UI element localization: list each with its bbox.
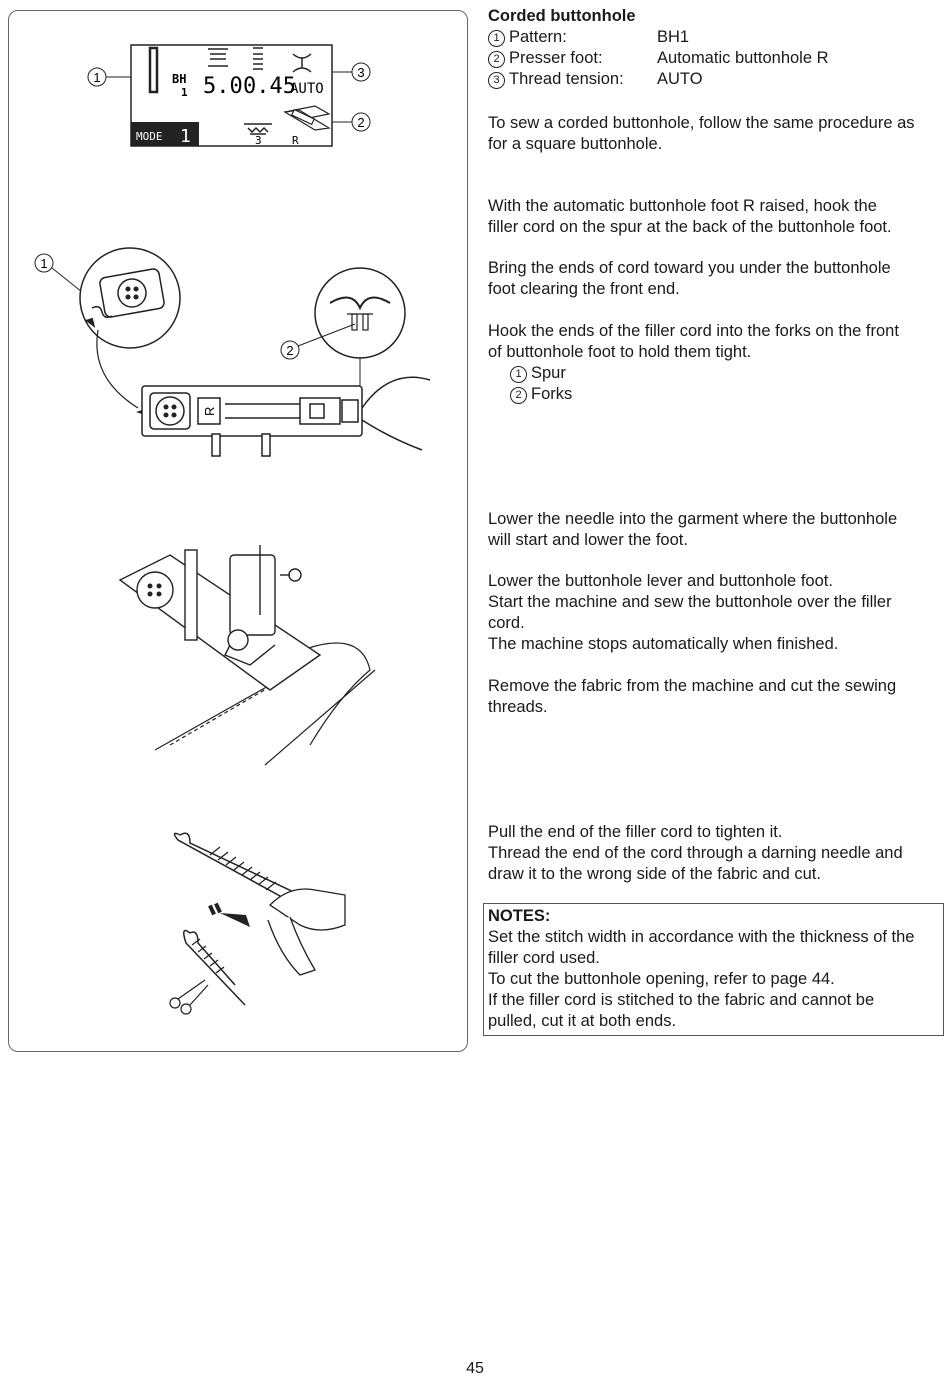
forks-callout-2: 2 (286, 343, 294, 358)
lcd-foot: R (292, 134, 299, 147)
buttonhole-foot-figure (30, 238, 440, 460)
step2-para3: Hook the ends of the filler cord into the forks on the front of buttonhole foot to hold them tight. 1 Spur 2 Forks (488, 322, 899, 403)
step4-para1: Pull the end of the filler cord to tighten it. Thread the end of the cord through a darning needle and draw it to the wrong side of the fabric and cut. (488, 823, 903, 883)
spur-callout-1: 1 (40, 256, 48, 271)
legend-forks: 2 Forks (488, 384, 899, 405)
lcd-tension: AUTO (290, 81, 324, 97)
scissors-icon (170, 980, 208, 1014)
cord-stitches (192, 847, 276, 973)
lcd-mode-label: MODE (136, 130, 163, 143)
arrow-icon (208, 903, 250, 927)
lcd-callout-3: 3 (357, 65, 365, 80)
lcd-pattern: BH (172, 72, 187, 86)
notes-box: NOTES: Set the stitch width in accordance with the thickness of the filler cord used. To cut the buttonhole opening, refer to page 44. If the filler cord is stitched to the fabric and cannot be pulled, cut it at both ends. (483, 903, 944, 1036)
lcd-display-figure (80, 40, 380, 155)
step3-para3: Remove the fabric from the machine and cut the sewing threads. (488, 677, 897, 716)
presser-foot-drawing (120, 545, 320, 690)
step2-para1: With the automatic buttonhole foot R raised, hook the filler cord on the spur at the back of the buttonhole foot. (488, 197, 892, 236)
buttonhole-foot-body (142, 386, 362, 456)
setting-pattern: 1 Pattern: BH1 (488, 27, 829, 48)
foot-letter: R (202, 406, 217, 416)
setting-thread-tension: 3 Thread tension: AUTO (488, 69, 829, 90)
step2-para2: Bring the ends of cord toward you under the buttonhole foot clearing the front end. (488, 259, 891, 298)
pull-cord-figure (150, 825, 350, 1020)
lcd-feed-num: 3 (255, 134, 262, 147)
hand-drawing (268, 889, 345, 975)
notes-title: NOTES: (488, 907, 551, 925)
setting-presser-foot: 2 Presser foot: Automatic buttonhole R (488, 48, 829, 69)
lcd-length: 0.45 (243, 74, 296, 99)
lcd-callout-2: 2 (357, 115, 365, 130)
intro-paragraph: To sew a corded buttonhole, follow the same procedure as for a square buttonhole. (488, 114, 915, 153)
sewing-figure (110, 545, 390, 770)
page-number: 45 (466, 1360, 484, 1377)
header-block (488, 6, 829, 90)
lcd-pattern-num: 1 (181, 86, 188, 99)
lcd-callout-1: 1 (93, 70, 101, 85)
step3-para1: Lower the needle into the garment where the buttonhole will start and lower the foot. (488, 510, 898, 549)
lcd-mode-num: 1 (180, 126, 191, 147)
step3-para2: Lower the buttonhole lever and buttonhole foot. Start the machine and sew the buttonhole over the filler cord. The machine stops automatically when finished. (488, 572, 892, 653)
lcd-width: 5.0 (203, 74, 243, 99)
legend-spur: 1 Spur (488, 363, 899, 384)
section-title: Corded buttonhole (488, 7, 636, 25)
